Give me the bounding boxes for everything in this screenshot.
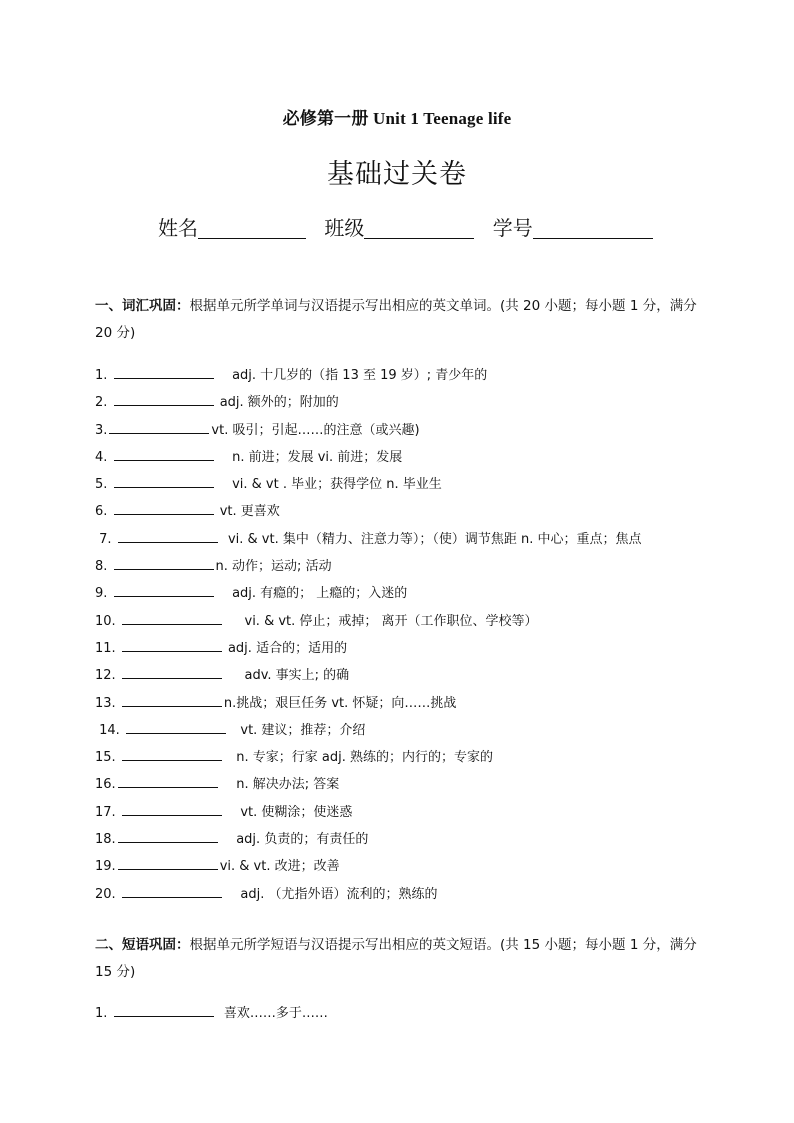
item-number: 20. [95,886,116,902]
list-item [95,526,705,553]
list-item [95,853,705,880]
list-item [95,662,705,689]
answer-blank[interactable] [118,774,218,788]
item-hint: n. 解决办法; 答案 [236,777,340,793]
list-item [95,362,705,389]
item-hint: n. 专家；行家 adj. 熟练的；内行的；专家的 [236,750,493,766]
name-blank[interactable] [198,218,306,239]
list-item [95,690,705,717]
item-number: 7. [99,531,112,547]
answer-blank[interactable] [114,474,214,488]
list-item [95,771,705,798]
item-hint: adj. 有瘾的； 上瘾的；入迷的 [232,586,408,602]
name-label: 姓名 [158,216,198,240]
item-number: 18. [95,832,116,848]
item-number: 9. [95,586,108,602]
list-item [95,826,705,853]
list-item [95,1000,705,1027]
answer-blank[interactable] [122,693,222,707]
section2-instruction: 根据单元所学短语与汉语提示写出相应的英文短语。(共 15 小题；每小题 1 分，满分 15 分) [95,937,697,980]
item-number: 4. [95,449,108,465]
item-hint: adv. 事实上; 的确 [244,668,350,684]
class-label: 班级 [324,216,365,240]
item-number: 3. [95,422,108,438]
item-hint: vt. 使糊涂；使迷惑 [240,804,353,820]
item-number: 17. [95,804,116,820]
answer-blank[interactable] [114,556,214,570]
item-hint: adj. （尤指外语）流利的；熟练的 [240,886,438,902]
item-number: 8. [95,559,108,575]
list-item [95,471,705,498]
item-number: 14. [99,722,120,738]
number-blank[interactable] [533,218,653,239]
list-item [95,444,705,471]
answer-blank[interactable] [126,720,226,734]
number-label: 学号 [492,216,533,240]
item-hint: vi. & vt. 集中（精力、注意力等）；（使）调节焦距 n. 中心；重点；焦点 [227,531,642,547]
list-item [95,580,705,607]
answer-blank[interactable] [122,638,222,652]
item-hint: n. 前进；发展 vi. 前进；发展 [232,449,403,465]
section2-heading-label: 二、短语巩固： [95,937,190,953]
answer-blank[interactable] [118,856,218,870]
answer-blank[interactable] [114,501,214,515]
item-number: 5. [95,477,108,493]
item-number: 19. [95,859,116,875]
section2-heading [95,932,705,986]
item-hint: vi. & vt. 改进；改善 [219,859,340,875]
item-hint: vt. 更喜欢 [219,504,280,520]
list-item [95,799,705,826]
answer-blank[interactable] [114,583,214,597]
answer-blank[interactable] [114,447,214,461]
item-hint: 喜欢……多于…… [223,1006,328,1021]
list-item [95,417,705,444]
section1-item-list [95,362,705,908]
item-hint: vt. 建议；推荐；介绍 [240,722,366,738]
list-item [95,744,705,771]
list-item [95,881,705,908]
answer-blank[interactable] [114,392,214,406]
answer-blank[interactable] [114,1003,214,1017]
list-item [95,389,705,416]
section1-heading [95,293,705,347]
item-hint: adj. 十几岁的（指 13 至 19 岁）; 青少年的 [232,368,488,383]
number-field [493,212,653,241]
item-number: 12. [95,668,116,684]
name-field [158,212,306,241]
item-hint: vt. 吸引；引起……的注意（或兴趣) [211,422,420,438]
item-number: 1. [95,368,108,383]
item-hint: vi. & vt. 停止；戒掉； 离开（工作职位、学校等） [244,613,538,629]
answer-blank[interactable] [122,884,222,898]
section2-item-list [95,1000,705,1027]
answer-blank[interactable] [122,665,222,679]
item-hint: n.挑战；艰巨任务 vt. 怀疑；向……挑战 [223,695,457,711]
item-hint: adj. 适合的；适用的 [227,640,348,656]
item-number: 10. [95,613,116,629]
list-item [95,498,705,525]
answer-blank[interactable] [122,802,222,816]
list-item [95,717,705,744]
answer-blank[interactable] [122,611,222,625]
item-number: 6. [95,504,108,520]
list-item [95,635,705,662]
item-hint: adj. 负责的；有责任的 [236,832,369,848]
item-number: 1. [95,1006,108,1021]
item-number: 2. [95,395,108,411]
list-item [95,553,705,580]
answer-blank[interactable] [114,365,214,379]
item-number: 11. [95,640,116,656]
item-number: 15. [95,750,116,766]
item-hint: vi. & vt . 毕业；获得学位 n. 毕业生 [232,477,442,493]
section1-heading-label: 一、词汇巩固： [95,298,190,314]
class-blank[interactable] [364,218,474,239]
document-subtitle: 基础过关卷 [327,159,467,190]
answer-blank[interactable] [118,529,218,543]
item-hint: adj. 额外的；附加的 [219,395,339,411]
list-item [95,608,705,635]
answer-blank[interactable] [122,747,222,761]
answer-blank[interactable] [109,420,209,434]
document-title: 必修第一册 Unit 1 Teenage life [282,109,512,128]
student-info-row [158,212,665,241]
answer-blank[interactable] [118,829,218,843]
item-number: 16. [95,777,116,793]
item-hint: n. 动作；运动; 活动 [215,559,332,575]
item-number: 13. [95,695,116,711]
class-field [324,212,474,241]
section1-instruction: 根据单元所学单词与汉语提示写出相应的英文单词。(共 20 小题；每小题 1 分，满分 20 分) [95,298,697,341]
